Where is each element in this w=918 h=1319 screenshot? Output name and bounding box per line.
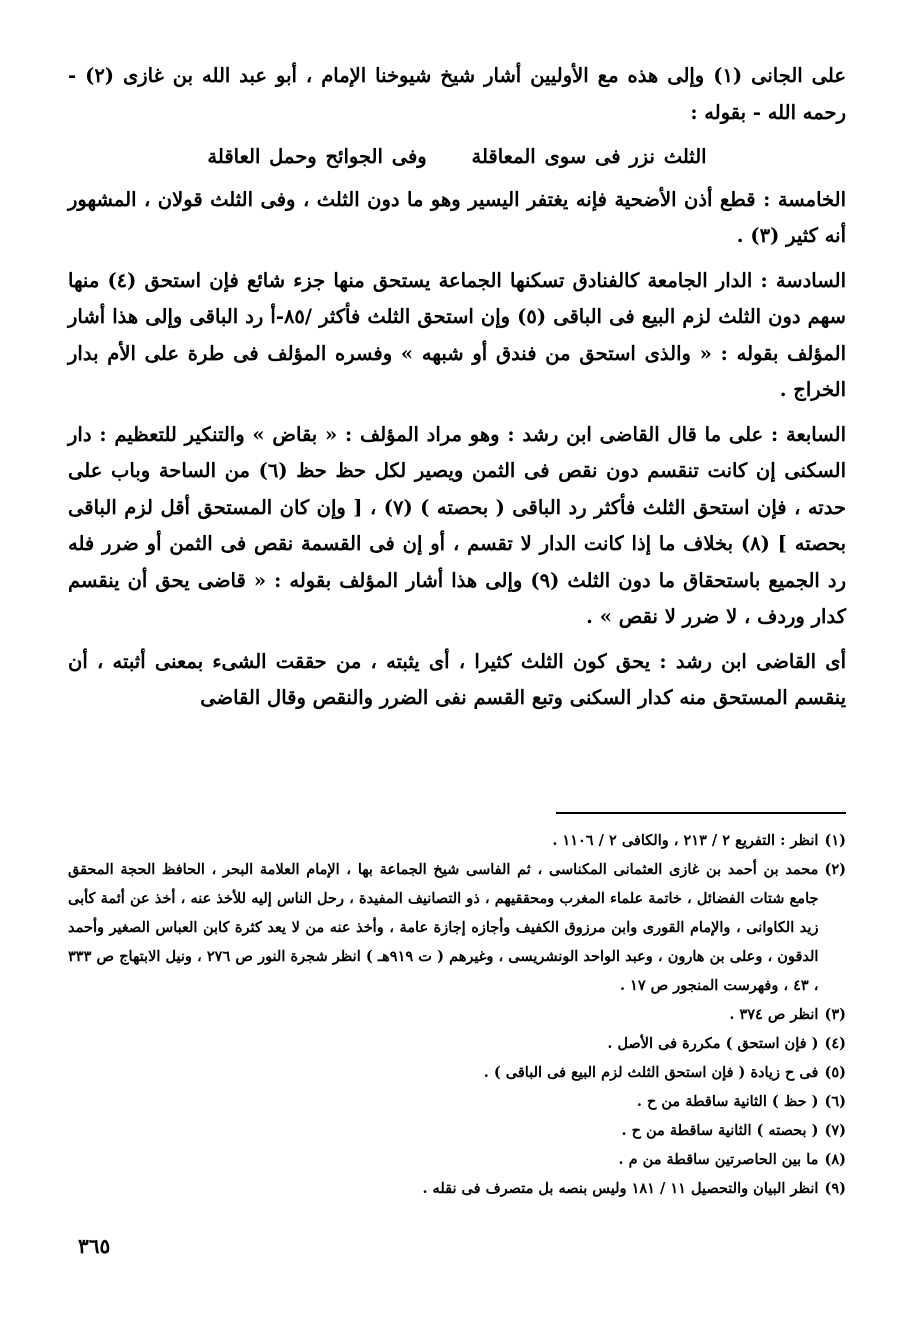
footnote-number: (٨) — [824, 1151, 846, 1168]
footnote-separator — [556, 812, 846, 814]
footnote-number: (٦) — [824, 1093, 846, 1110]
paragraph-seventh — [68, 417, 846, 636]
footnote-3 — [68, 1000, 846, 1029]
footnote-7 — [68, 1116, 846, 1145]
footnote-5 — [68, 1058, 846, 1087]
verse-hemistich-first: الثلث نزر فى سوى المعاقلة — [471, 145, 707, 168]
footnote-text: ( فإن استحق ) مكررة فى الأصل . — [607, 1035, 819, 1052]
footnote-9 — [68, 1174, 846, 1203]
page-number: ٣٦٥ — [78, 1234, 111, 1258]
footnote-text: فى ح زيادة ( فإن استحق الثلث لزم البيع فى الباقى ) . — [483, 1064, 819, 1081]
footnote-text: ( حظ ) الثانية ساقطة من ح . — [636, 1093, 819, 1110]
footnote-1 — [68, 826, 846, 855]
paragraph-sixth — [68, 263, 846, 409]
footnote-number: (٥) — [824, 1064, 846, 1081]
paragraph-intro — [68, 58, 846, 131]
footnote-number: (٤) — [824, 1035, 846, 1052]
footnote-text: انظر البيان والتحصيل ١١ / ١٨١ وليس بنصه بل متصرف فى نقله . — [422, 1180, 819, 1197]
footnote-number: (٩) — [824, 1180, 846, 1197]
paragraph-text: على الجانى (١) وإلى هذه مع الأوليين أشار شيخ شيوخنا الإمام ، أبو عبد الله بن غازى (٢) - رحمه الله - بقوله : — [68, 64, 847, 124]
paragraph-lead: السابعة : — [771, 422, 846, 446]
footnotes — [68, 826, 846, 1203]
footnote-text: ما بين الحاصرتين ساقطة من م . — [618, 1151, 819, 1168]
footnote-text: ( بحصته ) الثانية ساقطة من ح . — [621, 1122, 819, 1139]
footnote-text: محمد بن أحمد بن غازى العثمانى المكناسى ، ثم الفاسى شيخ الجماعة بها ، الإمام العلامة البحر ، الحافظ الحجة المحقق جامع شتات الفضائل ، خاتمة علماء المغرب ومحققيهم ، ذو التصانيف المفيدة ، رحل الناس إليه للأخذ عنه ، أخذ عن أئمة كأبى زيد الكاوانى ، والإمام القورى وابن مرزوق الكفيف وأجازه إجازة عامة ، وأخذ عنه من لا يعد كثرة كابن العباس الصغير وأحمد الدقون ، وعلى بن هارون ، وعبد الواحد الونشريسى ، وغيرهم ( ت ٩١٩هـ ) انظر شجرة النور ص ٢٧٦ ، ونيل الابتهاج ص ٣٣٣ ، ٤٣ ، وفهرست المنجور ص ١٧ . — [68, 861, 819, 994]
footnote-text: انظر ص ٣٧٤ . — [729, 1006, 819, 1023]
footnote-number: (١) — [824, 832, 846, 849]
paragraph-text: أى القاضى ابن رشد : يحق كون الثلث كثيرا ، أى يثبته ، من حققت الشىء بمعنى أثبته ، أن ينقسم المستحق منه كدار السكنى وتبع القسم نفى الضرر والنقص وقال القاضى — [68, 649, 846, 709]
paragraph-text: على ما قال القاضى ابن رشد : وهو مراد المؤلف : « بقاض » والتنكير للتعظيم : دار السكنى إن كانت تنقسم دون نقص فى الثمن ويصير لكل حظ حظ (٦) من الساحة وباب على حدته ، فإن استحق الثلث فأكثر رد الباقى ( بحصته ) (٧) ، [ وإن كان المستحق أقل لزم الباقى بحصته ] (٨) بخلاف ما إذا كانت الدار لا تقسم ، أو إن فى القسمة نقص فى الثمن أو ضرر فله رد الجميع باستحقاق ما دون الثلث (٩) وإلى هذا أشار المؤلف بقوله : « قاضى يحق أن ينقسم كدار وردف ، لا ضرر لا نقص » . — [68, 422, 847, 628]
verse-hemistich-second: وفى الجوائح وحمل العاقلة — [207, 145, 427, 168]
paragraph-lead: الخامسة : — [763, 187, 847, 211]
paragraph-text: قطع أذن الأضحية فإنه يغتفر اليسير وهو ما دون الثلث ، وفى الثلث قولان ، المشهور أنه كثير (٣) . — [68, 187, 846, 247]
verse-line — [68, 139, 846, 176]
paragraph-fifth — [68, 182, 846, 255]
footnote-number: (٢) — [824, 861, 846, 878]
paragraph-commentary — [68, 644, 846, 717]
main-text — [68, 58, 846, 725]
footnote-text: انظر : التفريع ٢ / ٢١٣ ، والكافى ٢ / ١١٠٦ . — [552, 832, 819, 849]
footnote-number: (٣) — [824, 1006, 846, 1023]
footnote-8 — [68, 1145, 846, 1174]
footnote-6 — [68, 1087, 846, 1116]
footnote-2 — [68, 855, 846, 1000]
footnote-4 — [68, 1029, 846, 1058]
footnote-number: (٧) — [824, 1122, 846, 1139]
paragraph-lead: السادسة : — [760, 268, 846, 292]
paragraph-text: الدار الجامعة كالفنادق تسكنها الجماعة يستحق منها جزء شائع فإن استحق (٤) منها سهم دون الثلث لزم البيع فى الباقى (٥) وإن استحق الثلث فأكثر /٨٥-أ رد الباقى وإلى هذا أشار المؤلف بقوله : « والذى استحق من فندق أو شبهه » وفسره المؤلف فى طرة على الأم بدار الخراج . — [68, 268, 846, 401]
